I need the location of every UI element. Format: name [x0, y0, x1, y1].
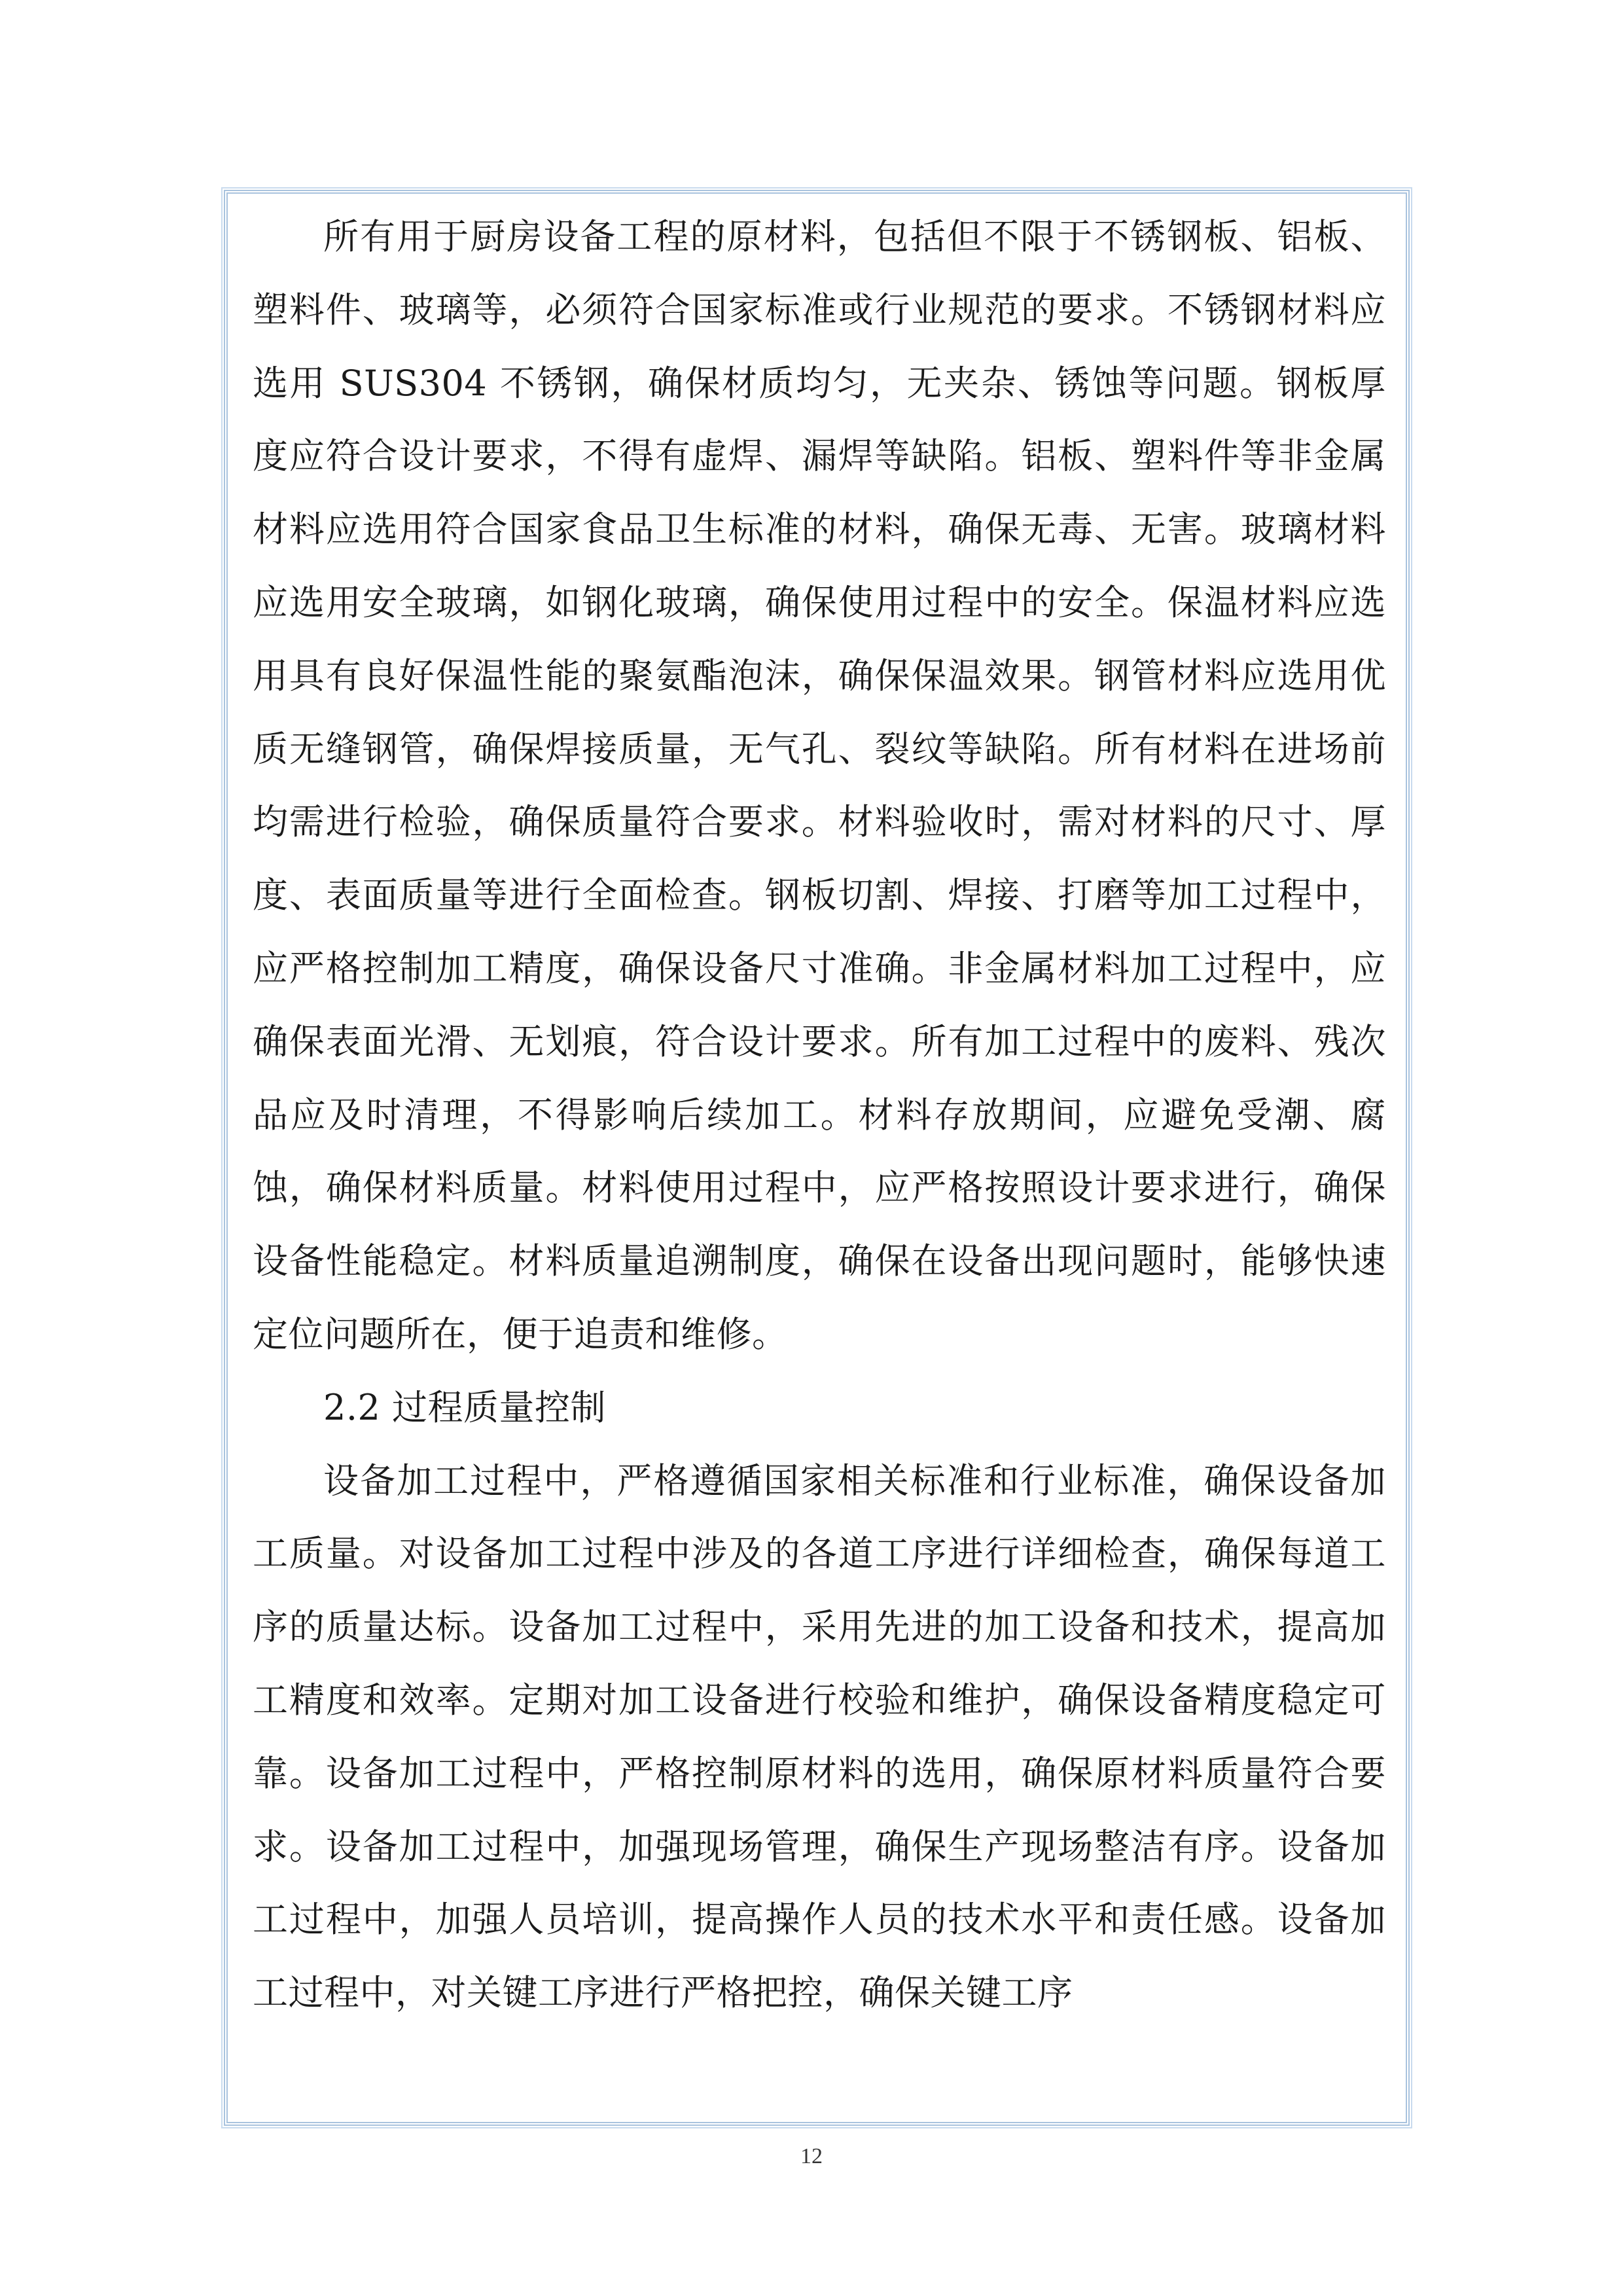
page-body: [253, 200, 1386, 2030]
page-border-frame: [224, 190, 1410, 2126]
section-heading-process-quality: 2.2 过程质量控制: [323, 1386, 607, 1428]
paragraph-raw-materials: 所有用于厨房设备工程的原材料，包括但不限于不锈钢板、铝板、塑料件、玻璃等，必须符合国家标准或行业规范的要求。不锈钢材料应选用 SUS304 不锈钢，确保材质均匀，无夹杂、锈蚀等问题。钢板厚度应符合设计要求，不得有虚焊、漏焊等缺陷。铝板、塑料件等非金属材料应选用符合国家食品卫生标准的材料，确保无毒、无害。玻璃材料应选用安全玻璃，如钢化玻璃，确保使用过程中的安全。保温材料应选用具有良好保温性能的聚氨酯泡沫，确保保温效果。钢管材料应选用优质无缝钢管，确保焊接质量，无气孔、裂纹等缺陷。所有材料在进场前均需进行检验，确保质量符合要求。材料验收时，需对材料的尺寸、厚度、表面质量等进行全面检查。钢板切割、焊接、打磨等加工过程中，应严格控制加工精度，确保设备尺寸准确。非金属材料加工过程中，应确保表面光滑、无划痕，符合设计要求。所有加工过程中的废料、残次品应及时清理，不得影响后续加工。材料存放期间，应避免受潮、腐蚀，确保材料质量。材料使用过程中，应严格按照设计要求进行，确保设备性能稳定。材料质量追溯制度，确保在设备出现问题时，能够快速定位问题所在，便于追责和维修。: [253, 216, 1386, 1355]
page-number: 12: [800, 2144, 823, 2168]
paragraph-process-quality: 设备加工过程中，严格遵循国家相关标准和行业标准，确保设备加工质量。对设备加工过程中涉及的各道工序进行详细检查，确保每道工序的质量达标。设备加工过程中，采用先进的加工设备和技术，提高加工精度和效率。定期对加工设备进行校验和维护，确保设备精度稳定可靠。设备加工过程中，严格控制原材料的选用，确保原材料质量符合要求。设备加工过程中，加强现场管理，确保生产现场整洁有序。设备加工过程中，加强人员培训，提高操作人员的技术水平和责任感。设备加工过程中，对关键工序进行严格把控，确保关键工序: [253, 1460, 1386, 2014]
